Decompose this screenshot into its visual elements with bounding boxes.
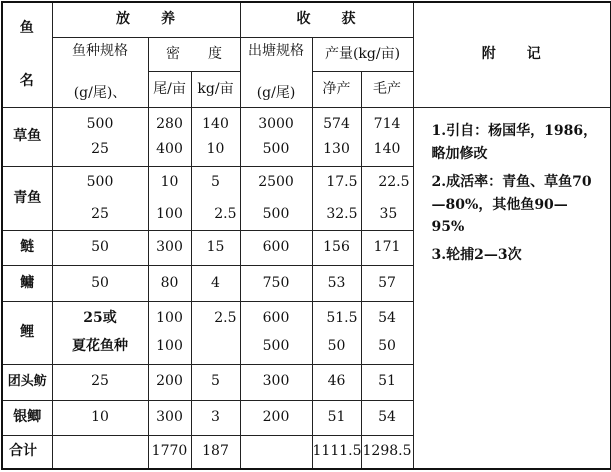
gross-cell: 54 50 (361, 302, 413, 365)
fish-name: 青鱼 (2, 166, 52, 231)
total-out-size (240, 436, 312, 469)
out-size-cell: 200 (240, 400, 312, 435)
total-density-kg: 187 (191, 436, 240, 469)
header-harvest: 收 获 (240, 2, 413, 37)
stock-size-cell: 25 (52, 364, 148, 400)
note-3: 3.轮捕2—3次 (431, 247, 522, 264)
density-n-cell: 200 (148, 364, 191, 400)
gross-cell: 51 (361, 364, 413, 400)
stock-size-cell: 50 (52, 231, 148, 265)
stock-size-cell: 25或 夏花鱼种 (52, 302, 148, 365)
net-cell: 17.5 32.5 (312, 166, 361, 231)
fish-name: 银鲫 (2, 400, 52, 435)
density-kg-cell: 140 10 (191, 108, 240, 167)
net-cell: 156 (312, 231, 361, 265)
header-notes: 附 记 (413, 2, 611, 108)
table-row (2, 108, 611, 167)
gross-cell: 171 (361, 231, 413, 265)
density-kg-cell: 4 (191, 265, 240, 301)
stock-size-cell: 10 (52, 400, 148, 435)
header-fish-name: 鱼 名 (2, 2, 52, 108)
net-cell: 574 130 (312, 108, 361, 167)
out-size-cell: 600 (240, 231, 312, 265)
stock-size-cell: 500 25 (52, 166, 148, 231)
fish-name: 鳙 (2, 265, 52, 301)
fish-name: 团头鲂 (2, 364, 52, 400)
total-gross: 1298.5 (361, 436, 413, 469)
stocking-harvest-table (1, 1, 611, 470)
density-kg-cell: 15 (191, 231, 240, 265)
header-stock-size: 鱼种规格 (g/尾)、 (52, 37, 148, 108)
gross-cell: 57 (361, 265, 413, 301)
density-n-cell: 300 (148, 400, 191, 435)
out-size-cell: 300 (240, 364, 312, 400)
fish-name: 草鱼 (2, 108, 52, 167)
header-gross: 毛产 (361, 72, 413, 108)
density-n-cell: 80 (148, 265, 191, 301)
out-size-cell: 2500 500 (240, 166, 312, 231)
notes-cell (413, 108, 611, 469)
net-cell: 51.5 50 (312, 302, 361, 365)
net-cell: 53 (312, 265, 361, 301)
header-net: 净产 (312, 72, 361, 108)
density-kg-cell: 2.5 (191, 302, 240, 365)
note-2: 2.成活率：青鱼、草鱼70—80%，其他鱼90—95% (431, 174, 592, 235)
density-kg-cell: 3 (191, 400, 240, 435)
note-1: 1.引自：杨国华，1986，略加修改 (431, 123, 598, 162)
header-fish-per-mu: 尾/亩 (148, 72, 191, 108)
total-density-n: 1770 (148, 436, 191, 469)
gross-cell: 54 (361, 400, 413, 435)
density-kg-cell: 5 2.5 (191, 166, 240, 231)
header-stocking: 放 养 (52, 2, 240, 37)
net-cell: 51 (312, 400, 361, 435)
header-out-size: 出塘规格 (g/尾) (240, 37, 312, 108)
density-n-cell: 300 (148, 231, 191, 265)
total-net: 1111.5 (312, 436, 361, 469)
fish-name: 鲢 (2, 231, 52, 265)
density-kg-cell: 5 (191, 364, 240, 400)
density-n-cell: 10 100 (148, 166, 191, 231)
out-size-cell: 3000 500 (240, 108, 312, 167)
gross-cell: 714 140 (361, 108, 413, 167)
total-label: 合计 (2, 436, 52, 469)
density-n-cell: 100 100 (148, 302, 191, 365)
gross-cell: 22.5 35 (361, 166, 413, 231)
net-cell: 46 (312, 364, 361, 400)
header-kg-per-mu: kg/亩 (191, 72, 240, 108)
out-size-cell: 750 (240, 265, 312, 301)
stock-size-cell: 50 (52, 265, 148, 301)
total-stock-size (52, 436, 148, 469)
header-density: 密 度 (148, 37, 240, 71)
fish-name: 鲤 (2, 302, 52, 365)
density-n-cell: 280 400 (148, 108, 191, 167)
header-yield: 产量(kg/亩) (312, 37, 413, 71)
out-size-cell: 600 500 (240, 302, 312, 365)
stock-size-cell: 500 25 (52, 108, 148, 167)
